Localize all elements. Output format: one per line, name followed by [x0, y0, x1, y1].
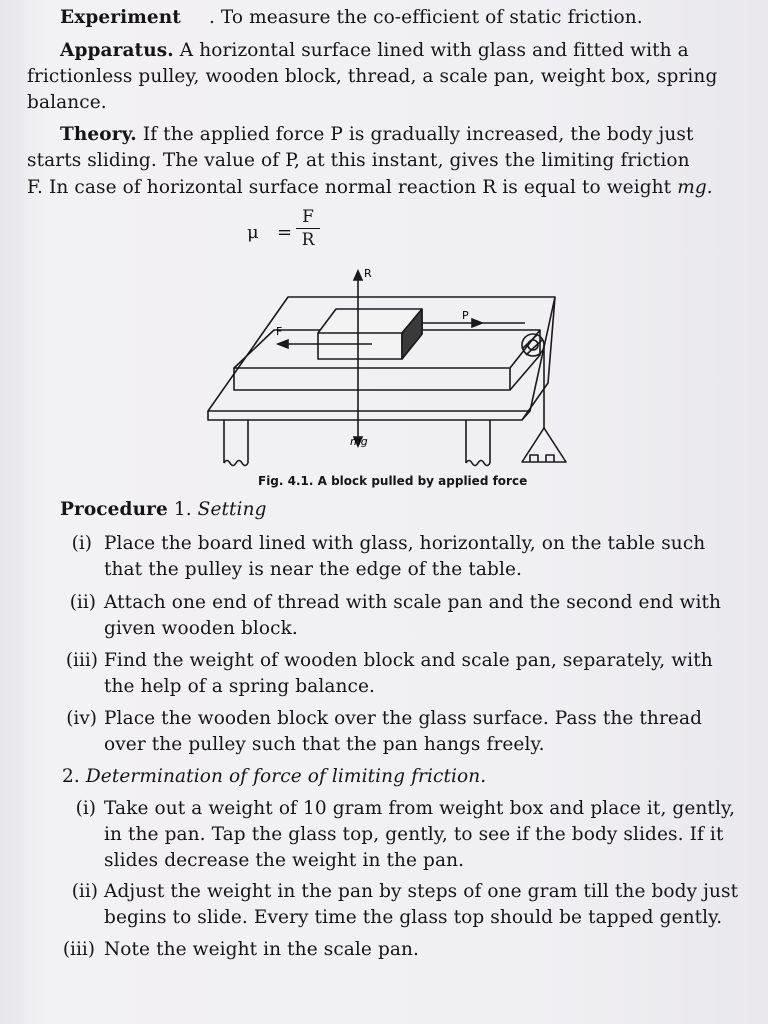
step2-2-num: (ii) — [71, 881, 98, 902]
step2-1-line3: slides decrease the weight in the pan. — [104, 850, 465, 871]
glass-board-side — [510, 330, 540, 390]
step2-1-line1: Take out a weight of 10 gram from weight box and place it, gently, — [104, 798, 736, 819]
step2-2-line2: begins to slide. Every time the glass top should be tapped gently. — [104, 907, 723, 928]
formula-fraction — [296, 207, 320, 250]
step2-1-num: (i) — [75, 798, 96, 819]
procedure-section-2-title: Determination of force of limiting friction. — [85, 766, 487, 787]
apparatus-line-1 — [60, 38, 689, 64]
step1-4-num: (iv) — [66, 708, 97, 729]
step1-4-line2: over the pulley such that the pan hangs freely. — [104, 734, 545, 755]
apparatus-text-1: A horizontal surface lined with glass and fitted with a — [179, 40, 689, 61]
theory-label: Theory. — [60, 124, 137, 145]
step1-3-line2: the help of a spring balance. — [104, 676, 376, 697]
experiment-label: Experiment — [60, 7, 181, 28]
theory-line-3 — [27, 175, 713, 201]
theory-text-3-italic: mg. — [677, 177, 713, 198]
formula-fraction-bar — [296, 228, 320, 229]
figure-caption: Fig. 4.1. A block pulled by applied force — [258, 474, 528, 488]
procedure-section-1-num: 1. — [173, 499, 192, 520]
leg-left-break — [224, 461, 248, 466]
procedure-section-2-num: 2. — [62, 766, 80, 787]
label-r: R — [364, 267, 372, 280]
apparatus-label: Apparatus. — [60, 40, 174, 61]
table-leg-left — [224, 420, 248, 463]
step2-3-line1: Note the weight in the scale pan. — [104, 939, 420, 960]
p-arrowhead — [472, 319, 482, 327]
theory-line-2: starts sliding. The value of P, at this instant, gives the limiting friction — [27, 150, 690, 171]
theory-text-1: If the applied force P is gradually increased, the body just — [142, 124, 694, 145]
step1-1-num: (i) — [71, 533, 92, 554]
label-p: P — [462, 309, 469, 322]
step1-1-line1: Place the board lined with glass, horizontally, on the table such — [104, 533, 706, 554]
glass-board-front — [234, 368, 510, 390]
step2-1-line2: in the pan. Tap the glass top, gently, to see if the body slides. If it — [104, 824, 724, 845]
theory-line-1 — [60, 122, 694, 148]
formula-equals: = — [277, 222, 293, 243]
label-f: F — [276, 325, 283, 338]
experiment-line — [60, 5, 643, 31]
formula-denominator: R — [301, 230, 315, 250]
formula-mu: μ — [247, 222, 259, 243]
step1-2-line1: Attach one end of thread with scale pan and the second end with — [104, 592, 722, 613]
step1-3-line1: Find the weight of wooden block and scale pan, separately, with — [104, 650, 713, 671]
procedure-section-2-heading — [62, 764, 486, 790]
step1-3-num: (iii) — [65, 650, 98, 671]
friction-apparatus-diagram — [200, 265, 580, 470]
step2-3-num: (iii) — [62, 939, 95, 960]
experiment-text: To measure the co-efficient of static friction. — [220, 7, 643, 28]
label-mg: mg — [350, 435, 368, 448]
procedure-heading — [60, 497, 267, 523]
leg-right-break — [466, 461, 490, 466]
procedure-label: Procedure — [60, 499, 168, 520]
step2-2-line1: Adjust the weight in the pan by steps of one gram till the body just — [104, 881, 739, 902]
friction-arrowhead — [278, 340, 288, 348]
step1-4-line1: Place the wooden block over the glass surface. Pass the thread — [104, 708, 703, 729]
r-arrowhead — [354, 271, 362, 280]
formula-numerator: F — [302, 207, 314, 227]
apparatus-line-2: frictionless pulley, wooden block, thread, a scale pan, weight box, spring — [27, 66, 718, 87]
experiment-separator: . — [208, 7, 215, 28]
theory-text-3: F. In case of horizontal surface normal reaction R is equal to weight — [27, 177, 672, 198]
table-front-edge — [208, 411, 530, 420]
procedure-section-1-title: Setting — [197, 499, 267, 520]
table-leg-right — [466, 420, 490, 463]
step1-1-line2: that the pulley is near the edge of the table. — [104, 559, 522, 580]
step1-2-line2: given wooden block. — [104, 618, 298, 639]
table-right-edge — [522, 297, 555, 420]
step1-2-num: (ii) — [69, 592, 96, 613]
apparatus-line-3: balance. — [27, 92, 107, 113]
scale-pan — [522, 428, 566, 462]
pan-weights — [530, 455, 554, 462]
